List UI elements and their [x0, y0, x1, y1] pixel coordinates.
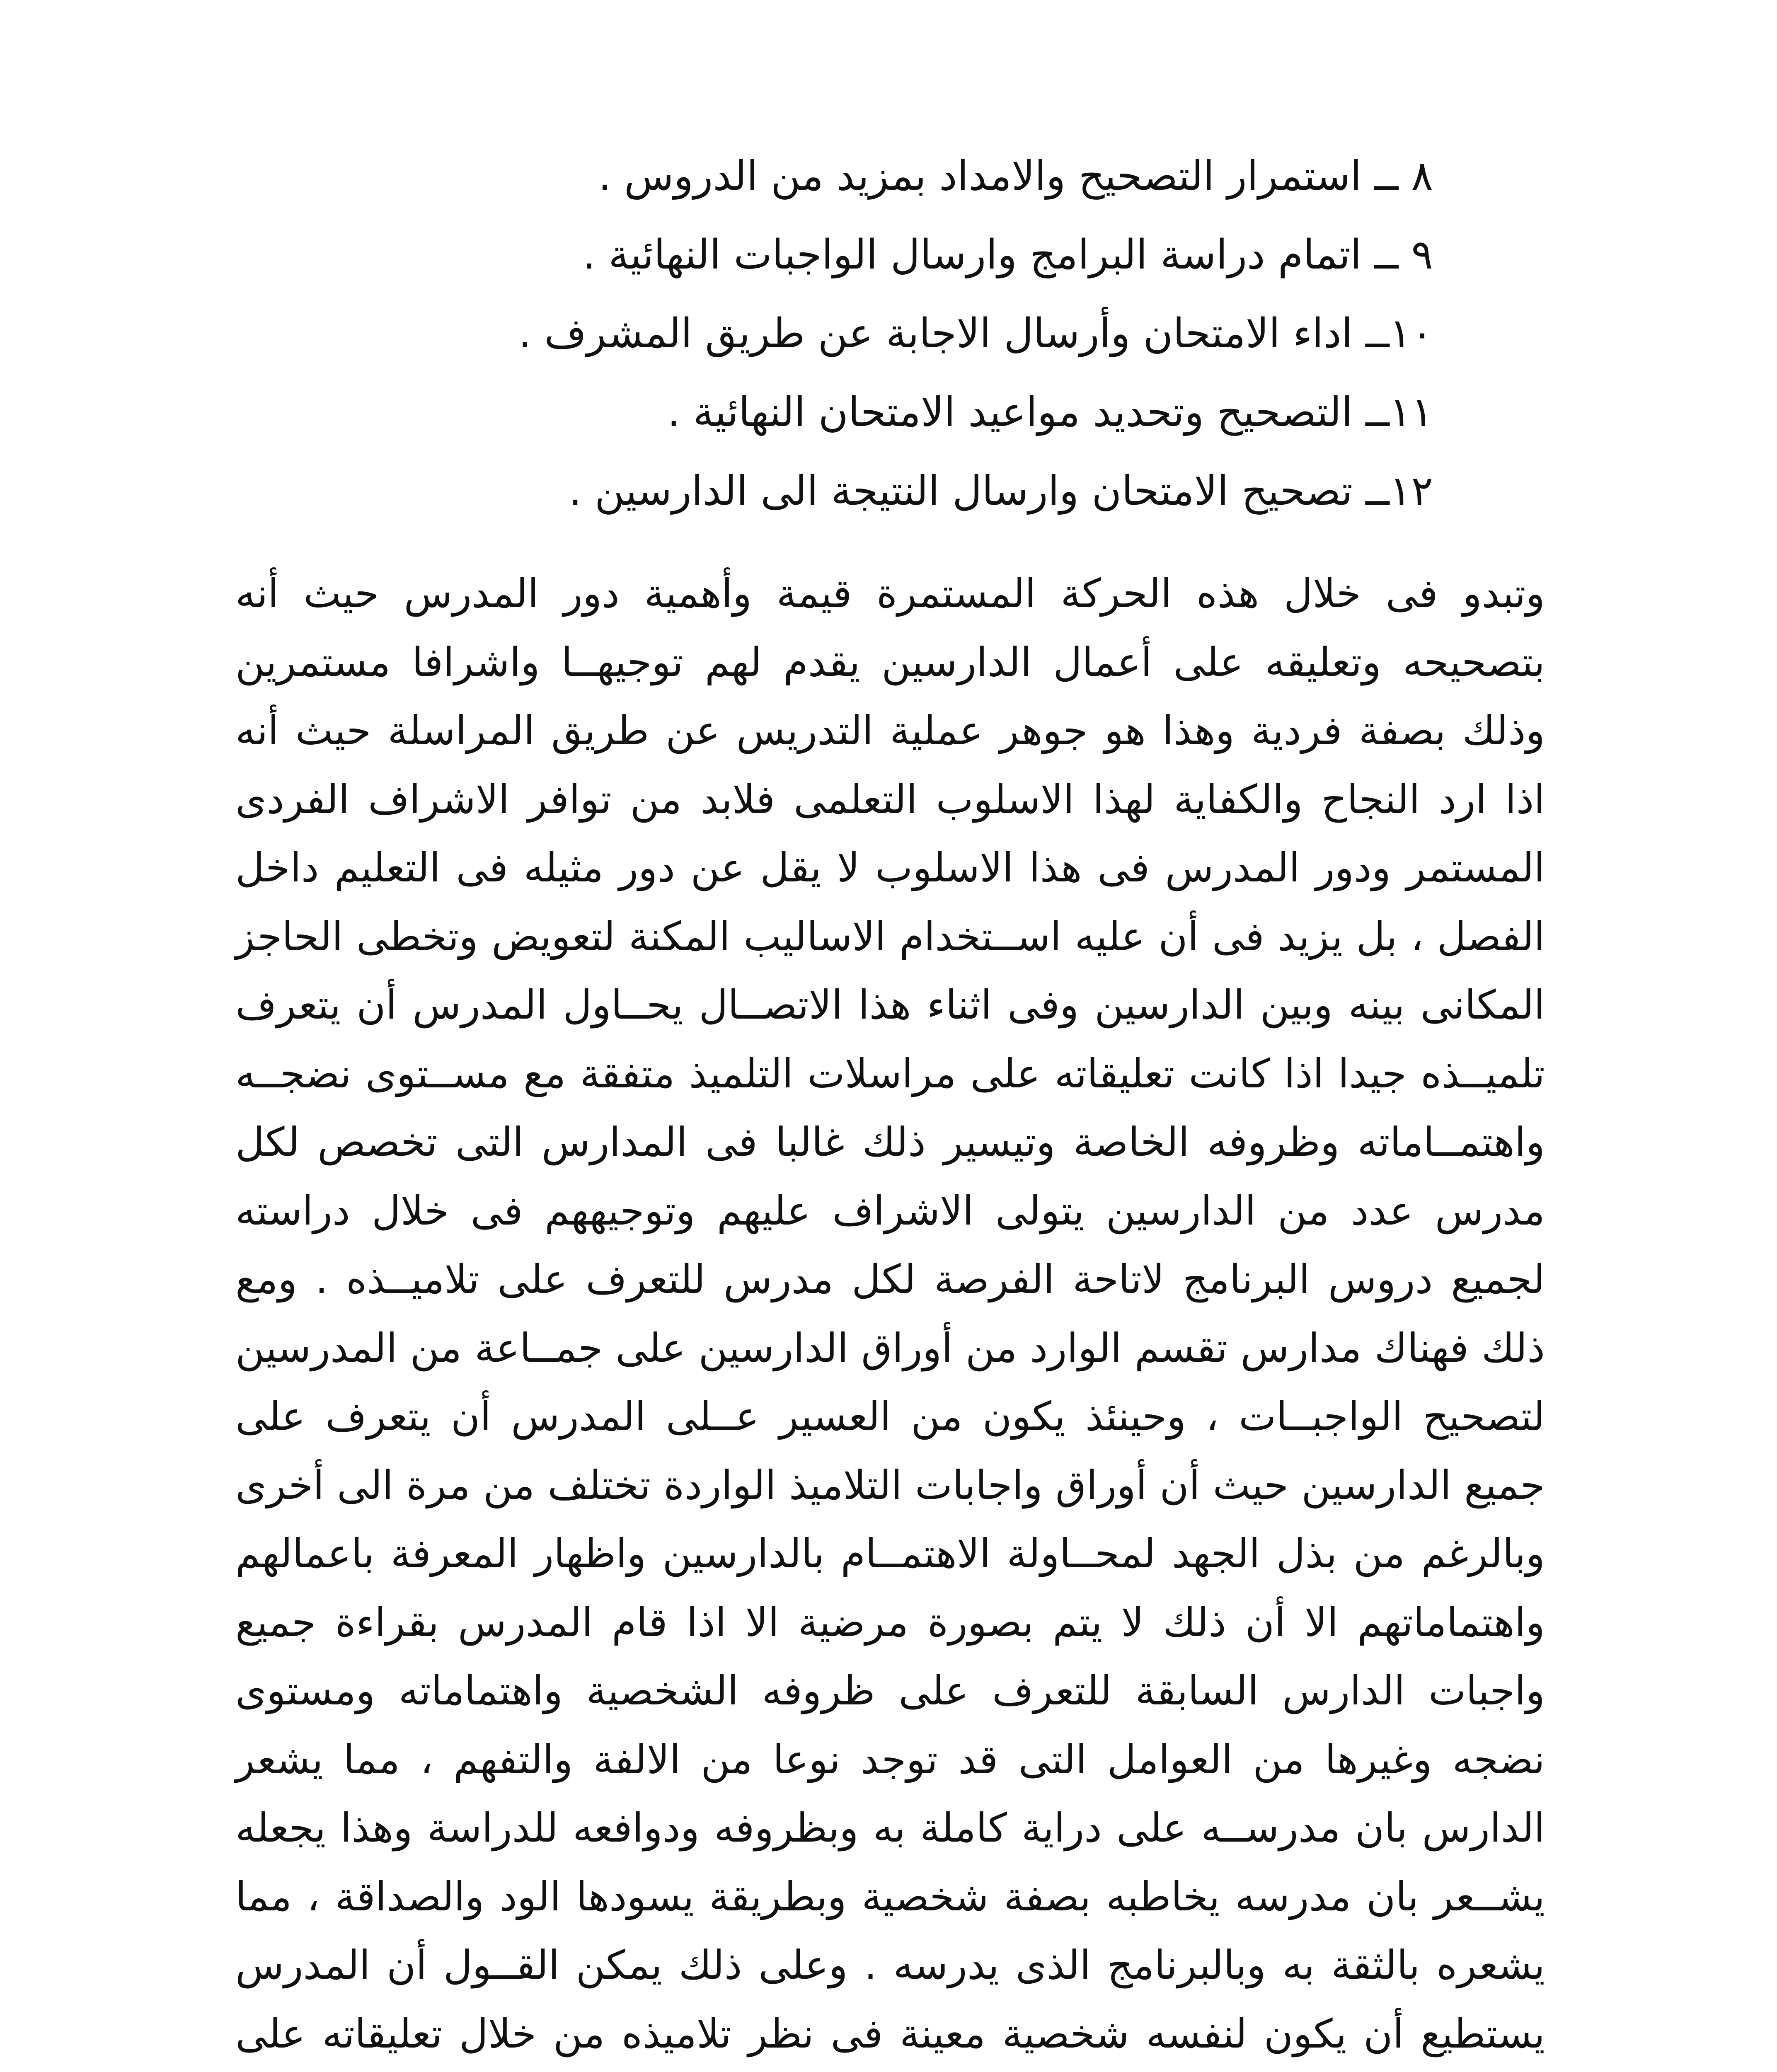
list-item: ٨ ــ استمرار التصحيح والامداد بمزيد من الدروس .: [598, 152, 1433, 200]
list-item: ١٢ــ تصحيح الامتحان وارسال النتيجة الى الدارسين .: [569, 467, 1433, 515]
list-item: ١٠ــ اداء الامتحان وأرسال الاجابة عن طريق المشرف .: [518, 310, 1433, 357]
steps-list: [356, 137, 1433, 530]
list-item: ٩ ــ اتمام دراسة البرامج وارسال الواجبات النهائية .: [582, 231, 1433, 278]
body-text: [235, 559, 1545, 2072]
list-item: ١١ــ التصحيح وتحديد مواعيد الامتحان النهائية .: [667, 389, 1433, 436]
main-paragraph: وتبدو فى خلال هذه الحركة المستمرة قيمة وأهمية دور المدرس حيث أنه بتصحيحه وتعليقه على أعمال الدارسين يقدم لهم توجيهــا واشرافا مستمرين وذلك بصفة فردية وهذا هو جوهر عملية التدريس عن طريق المراسلة حيث أنه اذا ارد النجاح والكفاية لهذا الاسلوب التعلمى فلابد من توافر الاشراف الفردى المستمر ودور المدرس فى هذا الاسلوب لا يقل عن دور مثيله فى التعليم داخل الفصل ، بل يزيد فى أن عليه اســتخدام الاساليب المكنة لتعويض وتخطى الحاجز المكانى بينه وبين الدارسين وفى اثناء هذا الاتصــال يحــاول المدرس أن يتعرف تلميــذه جيدا اذا كانت تعليقاته على مراسلات التلميذ متفقة مع مســتوى نضجــه واهتمــاماته وظروفه الخاصة وتيسير ذلك غالبا فى المدارس التى تخصص لكل مدرس عدد من الدارسين يتولى الاشراف عليهم وتوجيههم فى خلال دراسته لجميع دروس البرنامج لاتاحة الفرصة لكل مدرس للتعرف على تلاميــذه . ومع ذلك فهناك مدارس تقسم الوارد من أوراق الدارسين على جمــاعة من المدرسين لتصحيح الواجبــات ، وحينئذ يكون من العسير عــلى المدرس أن يتعرف على جميع الدارسين حيث أن أوراق واجابات التلاميذ الواردة تختلف من مرة الى أخرى وبالرغم من بذل الجهد لمحــاولة الاهتمــام بالدارسين واظهار المعرفة باعمالهم واهتماماتهم الا أن ذلك لا يتم بصورة مرضية الا اذا قام المدرس بقراءة جميع واجبات الدارس السابقة للتعرف على ظروفه الشخصية واهتماماته ومستوى نضجه وغيرها من العوامل التى قد توجد نوعا من الالفة والتفهم ، مما يشعر الدارس بان مدرســه على دراية كاملة به وبظروفه ودوافعه للدراسة وهذا يجعله يشــعر بان مدرسه يخاطبه بصفة شخصية وبطريقة يسودها الود والصداقة ، مما يشعره بالثقة به وبالبرنامج الذى يدرسه . وعلى ذلك يمكن القــول أن المدرس يستطيع أن يكون لنفسه شخصية معينة فى نظر تلاميذه من خلال تعليقاته على: [235, 570, 1545, 2057]
